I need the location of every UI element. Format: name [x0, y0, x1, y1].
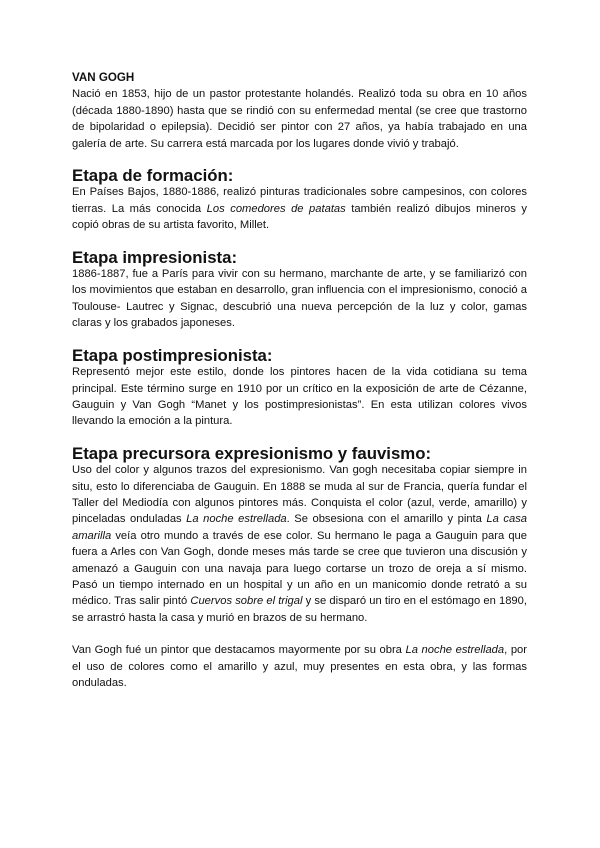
formacion-section — [72, 168, 527, 234]
precursora-paragraph — [72, 462, 527, 626]
conclusion-paragraph — [72, 642, 527, 691]
intro-section — [72, 70, 527, 152]
postimpresionista-section — [72, 345, 527, 430]
precursora-text-d: y se disparó un tiro en el estómago en 1890, se arrastró hasta la casa y murió en brazos de su hermano. — [72, 595, 527, 624]
impresionista-paragraph: 1886-1887, fue a París para vivir con su hermano, marchante de arte, y se familiarizó con los movimientos que estaban en desarrollo, gran influencia con el impresionismo, conoció a Toulouse- Lautrec y Signac, descubrió una nueva percepción de la luz y color, gamas claras y los grabados japoneses. — [72, 268, 527, 330]
impresionista-heading: Etapa impresionista: — [72, 247, 238, 267]
precursora-artwork-title-a: La noche estrellada — [186, 513, 287, 526]
document-page — [72, 70, 527, 707]
intro-paragraph: Nació en 1853, hijo de un pastor protestante holandés. Realizó toda su obra en 10 años (década 1880-1890) hasta que se rindió con su enfermedad mental (se cree que trastorno de bipolaridad o epilepsia). Decidió ser pintor con 27 años, ya había trabajado en una galería de arte. Su carrera está marcada por los lugares donde vivió y trabajó. — [72, 88, 527, 150]
precursora-artwork-title-c: Cuervos sobre el trigal — [190, 595, 303, 608]
postimpresionista-heading: Etapa postimpresionista: — [72, 345, 273, 365]
precursora-text-a: Uso del color y algunos trazos del expresionismo. Van gogh necesitaba copiar siempre in situ, esto lo diferenciaba de Gauguin. En 1888 se muda al sur de Francia, quería fundar el Taller del Mediodía con algunos pintores más. Conquista el color (azul, verde, amarillo) y pinceladas onduladas — [72, 464, 527, 526]
precursora-artwork-title-b: La casa amarilla — [72, 513, 528, 542]
postimpresionista-paragraph: Representó mejor este estilo, donde los pintores hacen de la vida cotidiana su tema principal. Este término surge en 1910 por un crítico en la exposición de arte de Cézanne, Gauguin y Van Gogh “Manet y los postimpresionistas”. En esta utilizan colores vivos llevando la emoción a la pintura. — [72, 366, 527, 428]
conclusion-text-b: , por el uso de colores como el amarillo y azul, muy presentes en esta obra, y las formas onduladas. — [72, 644, 527, 689]
formacion-text-b: también realizó dibujos mineros y copió obras de su artista favorito, Millet. — [72, 202, 527, 232]
document-title: VAN GOGH — [72, 71, 135, 84]
impresionista-section — [72, 247, 527, 332]
conclusion-artwork-title: La noche estrellada — [405, 644, 505, 657]
formacion-artwork-title: Los comedores de patatas — [206, 202, 346, 215]
formacion-paragraph — [72, 184, 527, 233]
conclusion-text-a: Van Gogh fué un pintor que destacamos mayormente por su obra — [72, 644, 406, 657]
conclusion-section — [72, 642, 527, 691]
formacion-heading: Etapa de formación: — [72, 166, 234, 186]
formacion-text-a: En Países Bajos, 1880-1886, realizó pinturas tradicionales sobre campesinos, con colores tierras. La más conocida — [72, 186, 527, 215]
precursora-text-b: . Se obsesiona con el amarillo y pinta — [286, 513, 487, 526]
precursora-section — [72, 443, 528, 626]
precursora-heading: Etapa precursora expresionismo y fauvismo: — [72, 443, 432, 463]
precursora-text-c: veía otro mundo a través de ese color. Su hermano le paga a Gauguin para que fuera a Arles con Van Gogh, donde meses más tarde se cree que tuvieron una discusión y amenazó a Gauguin con una navaja para luego cortarse un trozo de oreja a sí mismo. Pasó un tiempo internado en un hospital y un año en un manicomio donde retrató a su médico. Tras salir pintó — [72, 529, 527, 608]
